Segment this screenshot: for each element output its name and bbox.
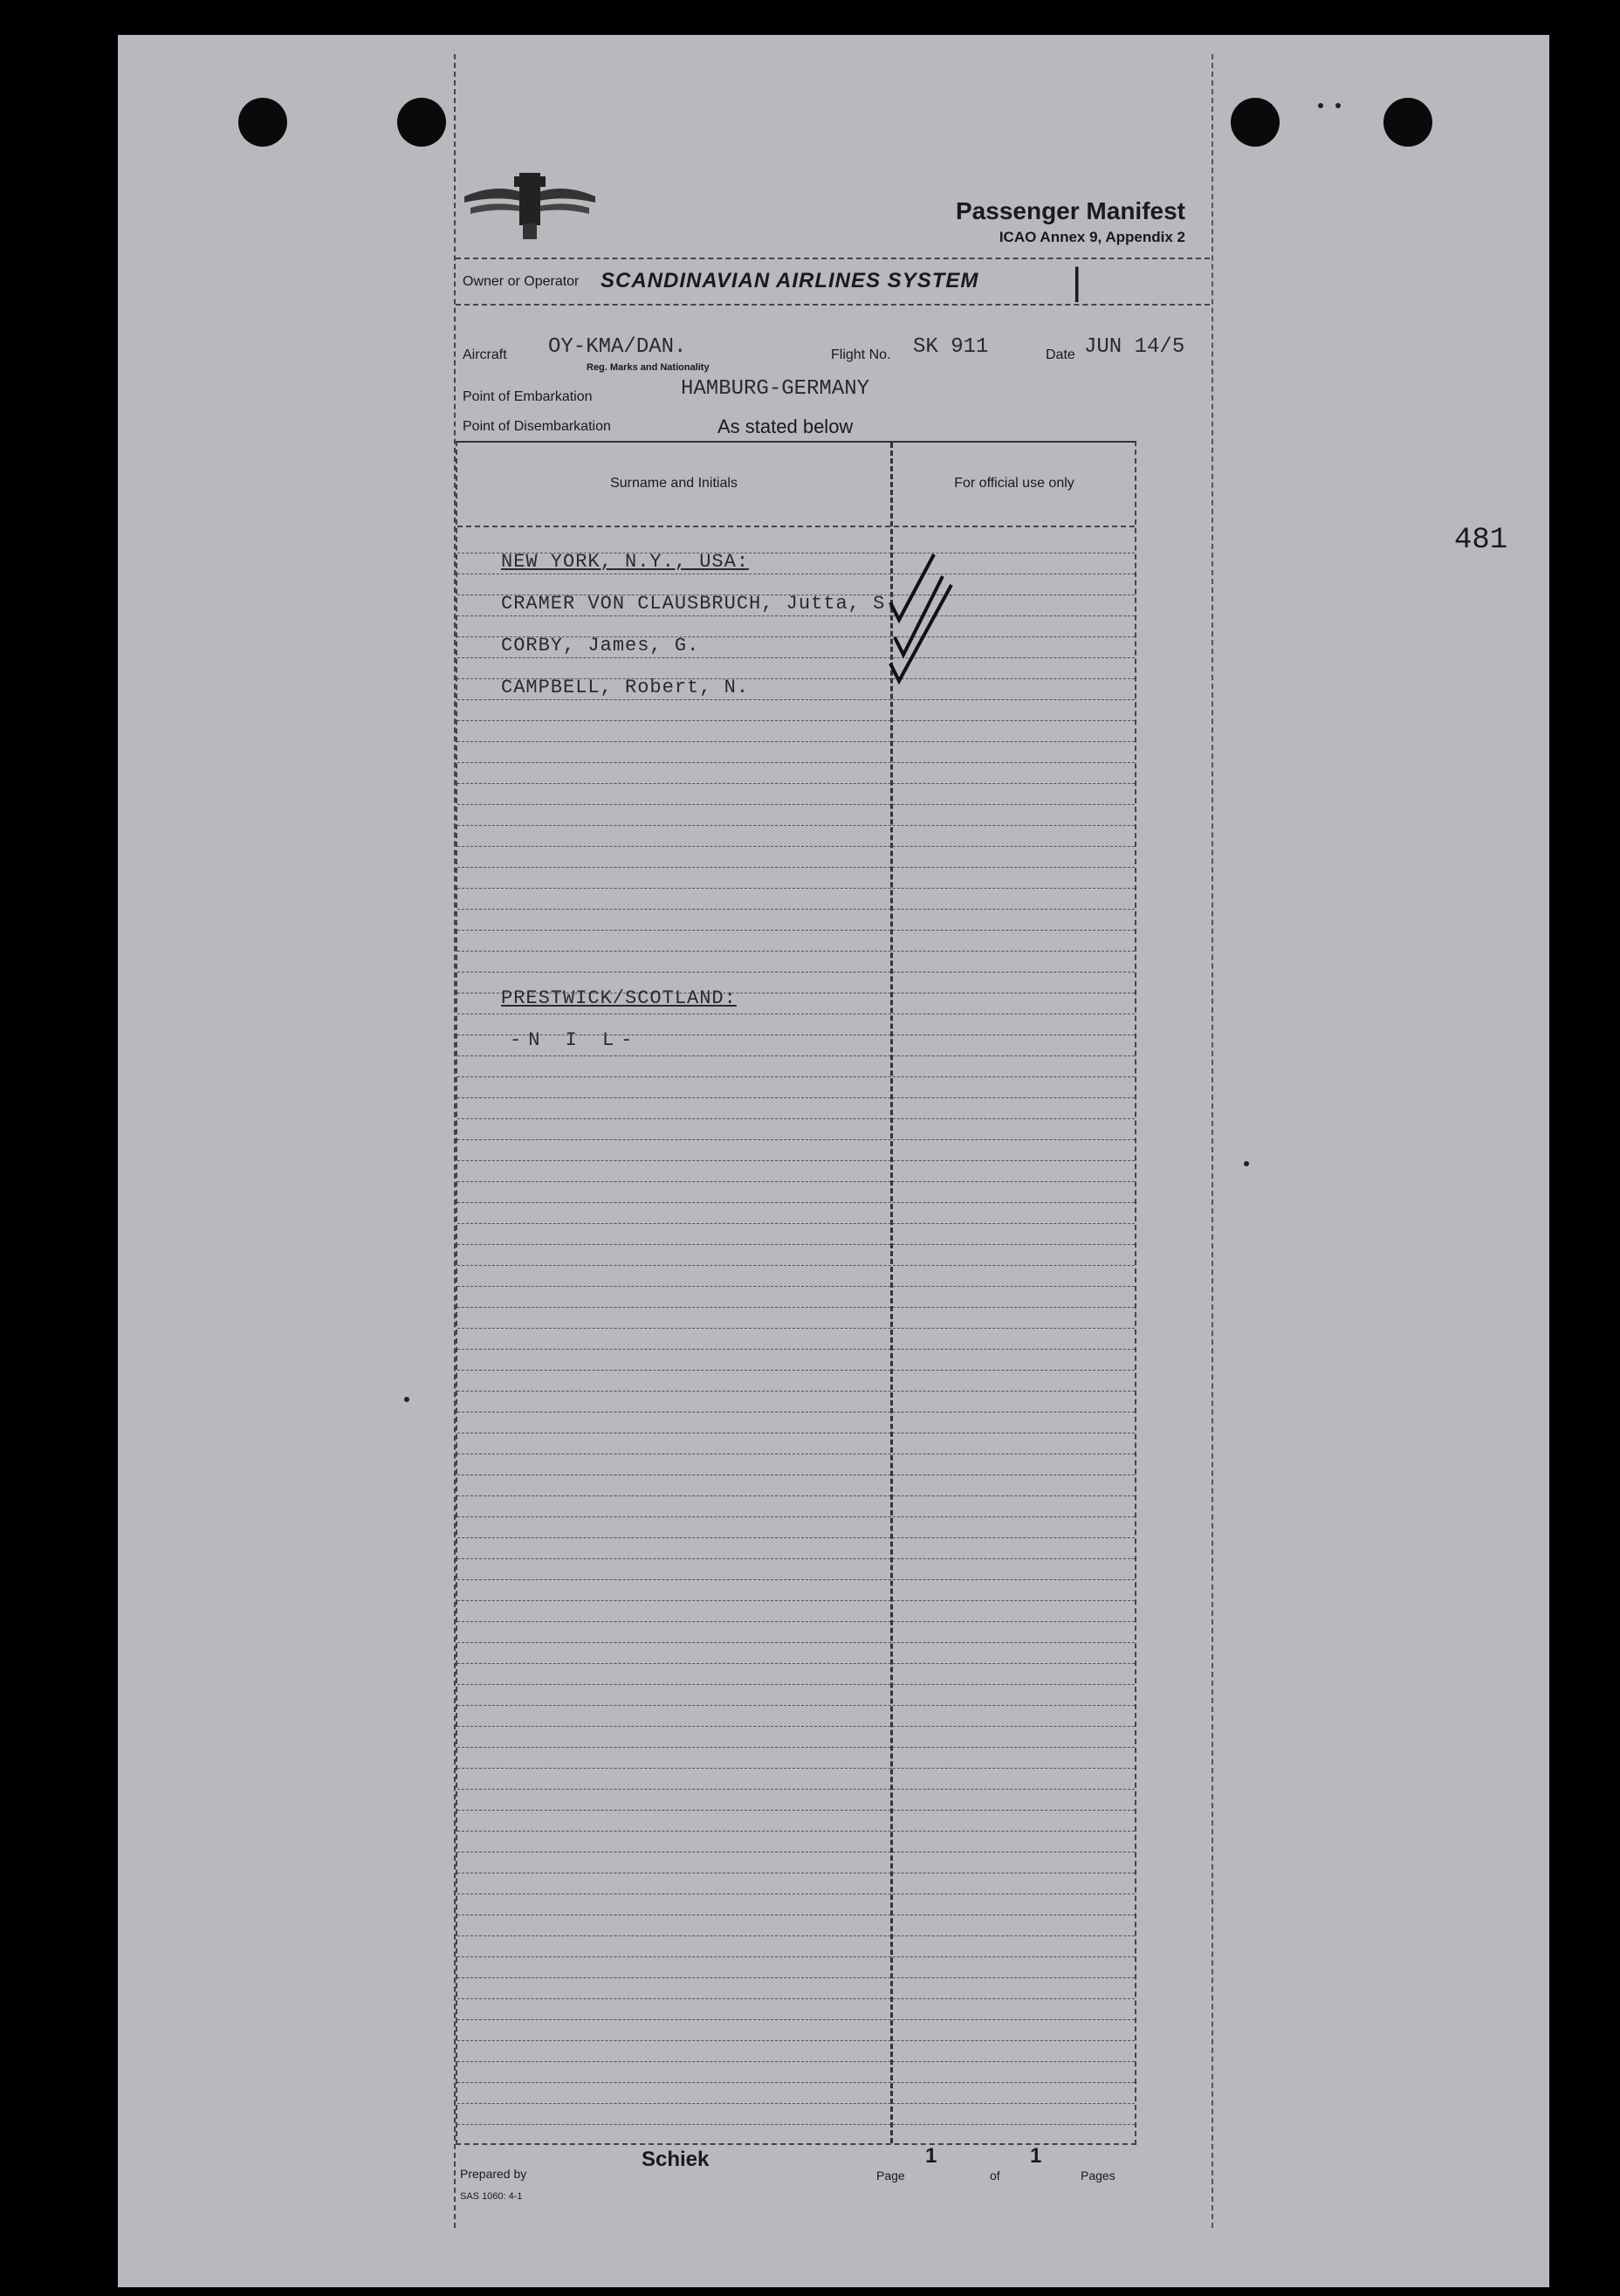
disembarkation-label: Point of Disembarkation — [463, 419, 611, 434]
ruled-line — [457, 972, 1135, 973]
manifest-table — [456, 441, 1136, 2145]
embarkation-label: Point of Embarkation — [463, 389, 593, 404]
disembarkation-value: As stated below — [717, 416, 854, 437]
ruled-line — [457, 1160, 1135, 1161]
checkmark-annotation — [882, 550, 1004, 690]
aircraft-note: Reg. Marks and Nationality — [587, 362, 710, 373]
ruled-line — [457, 783, 1135, 784]
ruled-line — [457, 888, 1135, 889]
header-rule — [457, 526, 1135, 527]
ruled-line — [457, 1579, 1135, 1580]
ruled-line — [457, 1726, 1135, 1727]
page-number: 481 — [1454, 524, 1508, 557]
column-divider — [890, 443, 893, 2143]
ruled-line — [457, 1223, 1135, 1224]
ruled-line — [457, 720, 1135, 721]
form-subtitle: ICAO Annex 9, Appendix 2 — [999, 229, 1185, 245]
embarkation-value: HAMBURG-GERMANY — [681, 377, 870, 401]
ruled-line — [457, 1349, 1135, 1350]
speck — [1318, 103, 1323, 108]
ruled-line — [457, 1076, 1135, 1077]
destination-heading: PRESTWICK/SCOTLAND: — [501, 987, 737, 1009]
ruled-line — [457, 1684, 1135, 1685]
ruled-line — [457, 1118, 1135, 1119]
ruled-line — [457, 1810, 1135, 1811]
passenger-entry: CORBY, James, G. — [501, 635, 700, 656]
form-title: Passenger Manifest — [956, 197, 1185, 224]
speck — [404, 1397, 409, 1402]
punch-hole — [397, 98, 446, 147]
pages-label: Pages — [1081, 2169, 1115, 2183]
ruled-line — [457, 1852, 1135, 1853]
ruled-line — [457, 1370, 1135, 1371]
ruled-line — [457, 2082, 1135, 2083]
ruled-line — [457, 846, 1135, 847]
ruled-line — [457, 1558, 1135, 1559]
ruled-line — [457, 2040, 1135, 2041]
ruled-line — [457, 1914, 1135, 1915]
ruled-line — [457, 1747, 1135, 1748]
nil-entry: -N I L- — [510, 1029, 640, 1051]
passenger-entry: CAMPBELL, Robert, N. — [501, 677, 750, 698]
ruled-line — [457, 1307, 1135, 1308]
punch-hole — [1383, 98, 1432, 147]
ruled-line — [457, 699, 1135, 700]
ruled-line — [457, 1789, 1135, 1790]
ruled-line — [457, 1265, 1135, 1266]
ruled-line — [457, 1956, 1135, 1957]
ruled-line — [457, 741, 1135, 742]
flight-value: SK 911 — [913, 335, 989, 359]
ruled-line — [457, 2019, 1135, 2020]
official-use-column-header: For official use only — [954, 476, 1074, 491]
ruled-line — [457, 1768, 1135, 1769]
header-divider — [456, 304, 1210, 306]
ruled-line — [457, 867, 1135, 868]
punch-hole — [1231, 98, 1280, 147]
operator-name: SCANDINAVIAN AIRLINES SYSTEM — [601, 269, 979, 292]
airline-logo-emblem — [460, 166, 600, 244]
ruled-line — [457, 930, 1135, 931]
ruled-line — [457, 1244, 1135, 1245]
ruled-line — [457, 1516, 1135, 1517]
aircraft-value: OY-KMA/DAN. — [548, 335, 687, 359]
ruled-line — [457, 1097, 1135, 1098]
header-divider — [456, 258, 1210, 259]
ruled-line — [457, 2103, 1135, 2104]
ruled-line — [457, 1412, 1135, 1413]
ruled-line — [457, 1495, 1135, 1496]
passenger-entry: CRAMER VON CLAUSBRUCH, Jutta, S. — [501, 593, 898, 615]
ruled-line — [457, 2124, 1135, 2125]
slash-mark: | — [1072, 260, 1082, 303]
date-label: Date — [1046, 347, 1075, 362]
of-label: of — [990, 2169, 1000, 2183]
owner-label: Owner or Operator — [463, 274, 580, 289]
ruled-line — [457, 951, 1135, 952]
ruled-line — [457, 909, 1135, 910]
of-value: 1 — [1030, 2144, 1042, 2168]
ruled-line — [457, 1202, 1135, 1203]
page-value: 1 — [925, 2144, 937, 2168]
ruled-line — [457, 1600, 1135, 1601]
ruled-line — [457, 1621, 1135, 1622]
destination-heading: NEW YORK, N.Y., USA: — [501, 551, 750, 573]
ruled-line — [457, 1998, 1135, 1999]
prepared-by-label: Prepared by — [460, 2167, 527, 2181]
ruled-line — [457, 1831, 1135, 1832]
ruled-line — [457, 825, 1135, 826]
flight-label: Flight No. — [831, 347, 891, 362]
ruled-line — [457, 762, 1135, 763]
surname-column-header: Surname and Initials — [610, 476, 738, 491]
page-label: Page — [876, 2169, 905, 2183]
ruled-line — [457, 1328, 1135, 1329]
ruled-line — [457, 657, 1135, 658]
prepared-by-value: Schiek — [642, 2148, 710, 2171]
speck — [1244, 1161, 1249, 1166]
ruled-line — [457, 1663, 1135, 1664]
ruled-line — [457, 1642, 1135, 1643]
ruled-line — [457, 2061, 1135, 2062]
ruled-line — [457, 1139, 1135, 1140]
ruled-line — [457, 1977, 1135, 1978]
aircraft-label: Aircraft — [463, 347, 507, 362]
ruled-line — [457, 1391, 1135, 1392]
ruled-line — [457, 615, 1135, 616]
date-value: JUN 14/5 — [1084, 335, 1185, 359]
punch-hole — [238, 98, 287, 147]
ruled-line — [457, 1705, 1135, 1706]
ruled-line — [457, 804, 1135, 805]
ruled-line — [457, 1286, 1135, 1287]
form-code: SAS 1060: 4-1 — [460, 2191, 523, 2202]
ruled-line — [457, 1537, 1135, 1538]
ruled-line — [457, 1181, 1135, 1182]
ruled-line — [457, 1935, 1135, 1936]
ruled-line — [457, 1055, 1135, 1056]
speck — [1335, 103, 1341, 108]
